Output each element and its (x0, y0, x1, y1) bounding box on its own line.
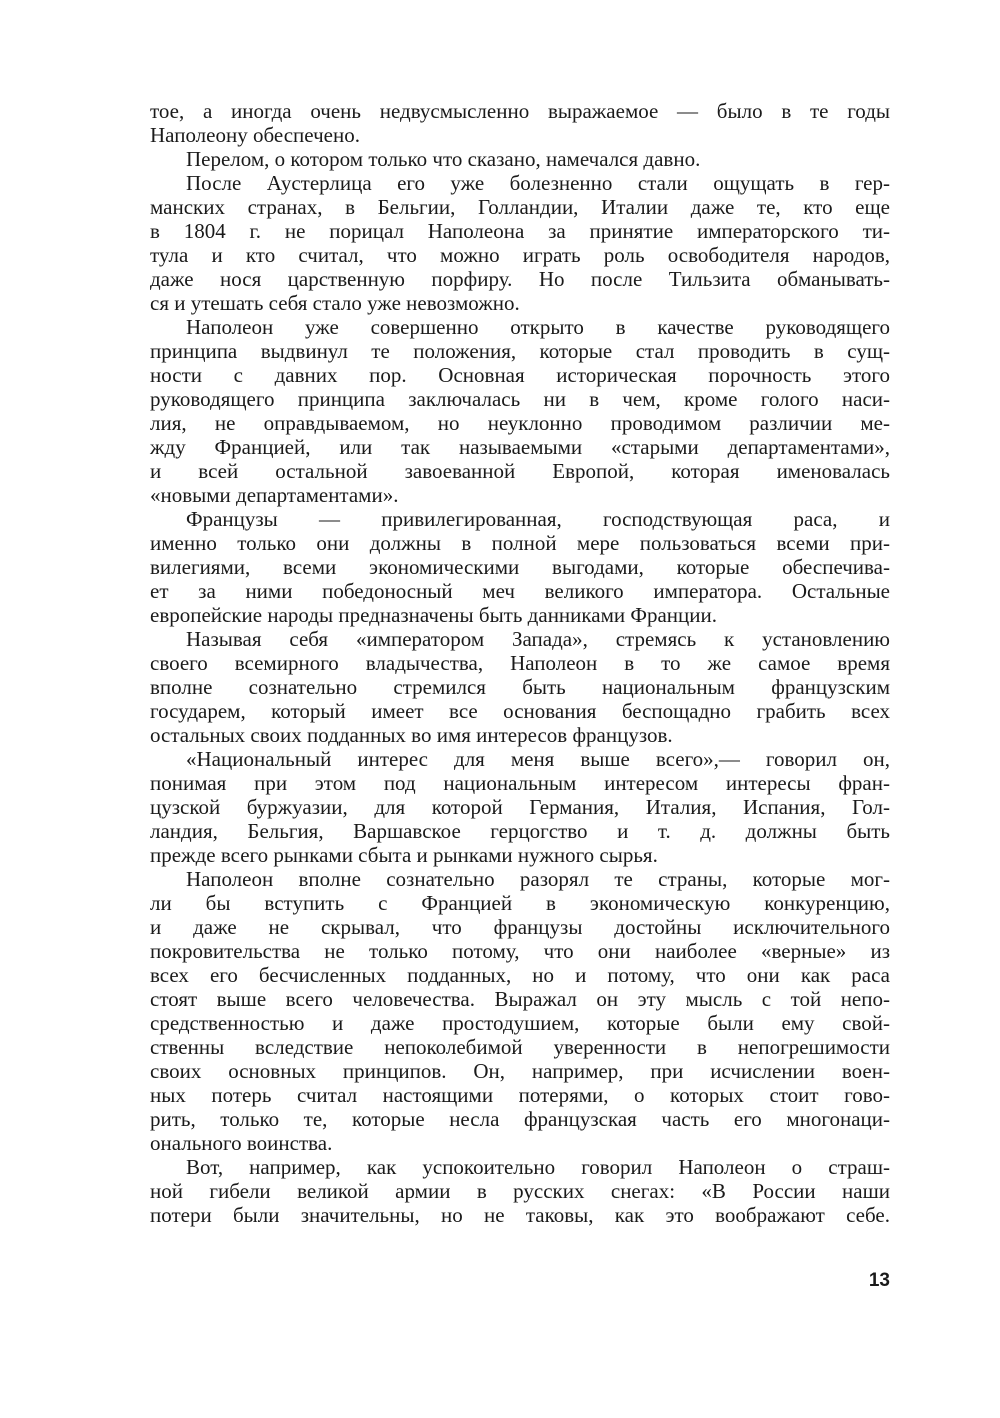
text-line: покровительства не только потому, что они наиболее «верные» из (150, 939, 890, 963)
text-line: Наполеон уже совершенно открыто в качестве руководящего (186, 315, 890, 339)
text-line: стоят выше всего человечества. Выражал он эту мысль с той непо- (150, 987, 890, 1011)
text-line: манских странах, в Бельгии, Голландии, Италии даже те, кто еще (150, 195, 890, 219)
text-line: Французы — привилегированная, господствующая раса, и (186, 507, 890, 531)
text-line: Называя себя «императором Запада», стремясь к установлению (186, 627, 890, 651)
text-line: тула и кто считал, что можно играть роль освободителя народов, (150, 243, 890, 267)
text-line: рить, только те, которые несла французская часть его многонаци- (150, 1107, 890, 1131)
text-line: Вот, например, как успокоительно говорил Наполеон о страш- (186, 1155, 890, 1179)
paragraph (150, 747, 890, 867)
book-page-text (150, 99, 890, 1227)
paragraph (150, 867, 890, 1155)
text-line: своего всемирного владычества, Наполеон в то же самое время (150, 651, 890, 675)
text-line: Наполеону обеспечено. (150, 123, 360, 147)
text-line: средственностью и даже простодушием, которые были ему свой- (150, 1011, 890, 1035)
text-line: даже нося царственную порфиру. Но после Тильзита обманывать- (150, 267, 890, 291)
page-number: 13 (868, 1270, 890, 1291)
paragraph (150, 507, 890, 627)
text-line: и всей остальной завоеванной Европой, которая именовалась (150, 459, 890, 483)
text-line: в 1804 г. не порицал Наполеона за принятие императорского ти- (150, 219, 890, 243)
text-line: своих основных принципов. Он, например, при исчислении воен- (150, 1059, 890, 1083)
text-line: и даже не скрывал, что французы достойны исключительного (150, 915, 890, 939)
text-line: остальных своих подданных во имя интересов французов. (150, 723, 673, 747)
text-line: ландия, Бельгия, Варшавское герцогство и т. д. должны быть (150, 819, 890, 843)
text-line: вполне сознательно стремился быть национальным французским (150, 675, 890, 699)
text-line: «новыми департаментами». (150, 483, 399, 507)
paragraph (150, 147, 890, 171)
text-line: онального воинства. (150, 1131, 333, 1155)
paragraph (150, 627, 890, 747)
text-line: руководящего принципа заключалась ни в чем, кроме голого наси- (150, 387, 890, 411)
text-line: именно только они должны в полной мере пользоваться всеми при- (150, 531, 890, 555)
text-line: европейские народы предназначены быть данниками Франции. (150, 603, 717, 627)
text-line: всех его бесчисленных подданных, но и потому, что они как раса (150, 963, 890, 987)
text-line: потери были значительны, но не таковы, как это воображают себе. (150, 1203, 890, 1227)
text-line: ли бы вступить с Францией в экономическую конкуренцию, (150, 891, 890, 915)
text-line: ной гибели великой армии в русских снегах: «В России наши (150, 1179, 890, 1203)
paragraph (150, 99, 890, 147)
text-line: ности с давних пор. Основная историческая порочность этого (150, 363, 890, 387)
text-line: понимая при этом под национальным интересом интересы фран- (150, 771, 890, 795)
text-line: прежде всего рынками сбыта и рынками нужного сырья. (150, 843, 658, 867)
text-line: ет за ними победоносный меч великого императора. Остальные (150, 579, 890, 603)
text-line: ственны вследствие непоколебимой уверенности в непогрешимости (150, 1035, 890, 1059)
text-line: ных потерь считал настоящими потерями, о которых стоит гово- (150, 1083, 890, 1107)
text-line: После Аустерлица его уже болезненно стали ощущать в гер- (186, 171, 890, 195)
text-line: жду Францией, или так называемыми «старыми департаментами», (150, 435, 890, 459)
text-line: тое, а иногда очень недвусмысленно выражаемое — было в те годы (150, 99, 890, 123)
text-line: ся и утешать себя стало уже невозможно. (150, 291, 520, 315)
text-line: «Национальный интерес для меня выше всего»,— говорил он, (186, 747, 890, 771)
text-line: государем, который имеет все основания беспощадно грабить всех (150, 699, 890, 723)
paragraph (150, 315, 890, 507)
text-line: Перелом, о котором только что сказано, намечался давно. (186, 147, 701, 171)
text-line: принципа выдвинул те положения, которые стал проводить в сущ- (150, 339, 890, 363)
paragraph (150, 1155, 890, 1227)
text-line: цузской буржуазии, для которой Германия, Италия, Испания, Гол- (150, 795, 890, 819)
paragraph (150, 171, 890, 315)
text-line: Наполеон вполне сознательно разорял те страны, которые мог- (186, 867, 890, 891)
text-line: лия, не оправдываемом, но неуклонно проводимом различии ме- (150, 411, 890, 435)
text-line: вилегиями, всеми экономическими выгодами, которые обеспечива- (150, 555, 890, 579)
